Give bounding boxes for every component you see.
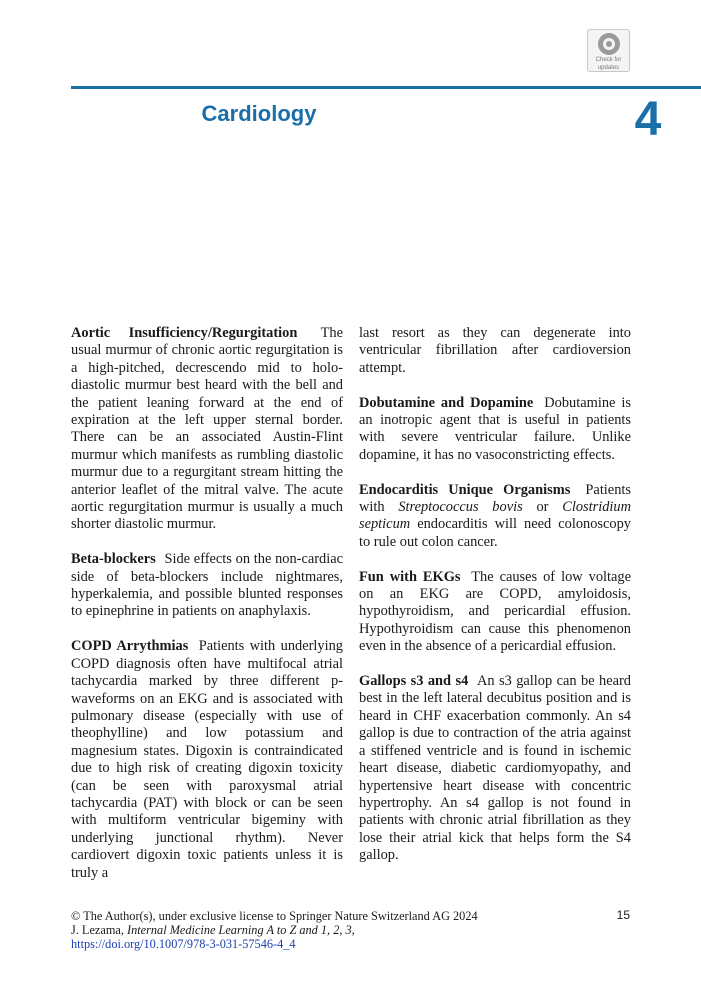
entry-title: Beta-blockers bbox=[71, 551, 156, 568]
entry-endocarditis bbox=[359, 482, 631, 552]
left-column bbox=[71, 325, 343, 899]
check-for-updates-icon bbox=[598, 33, 620, 55]
chapter-rule bbox=[71, 86, 701, 89]
organism-name: Clostridium septicum bbox=[359, 499, 631, 533]
badge-label-2: updates bbox=[597, 65, 620, 71]
entry-body: The causes of low voltage on an EKG are COPD, amyloidosis, hypothyroidism, and pericardial effusion. Hypothyroidism can cause this phenomenon even in the absence of a pericardial effusion. bbox=[359, 568, 631, 655]
entry-body: Patients with underlying COPD diagnosis often have multifocal atrial tachycardia marked by three different p-waveforms on an EKG and is associated with pulmonary disease (especially with use of theophylline) and low potassium and magnesium states. Digoxin is contraindicated due to high risk of creating digoxin toxicity (can be seen with paroxysmal atrial tachycardia (PAT) with block or can be seen with multiform ventricular bigeminy with underlying junctional rhythm). Never cardiovert digoxin toxic patients unless it is truly a bbox=[71, 638, 343, 881]
entry-title: COPD Arrythmias bbox=[71, 638, 189, 655]
entry-body-part: endocarditis will need colonoscopy to rule out colon cancer. bbox=[359, 516, 631, 550]
citation-author: J. Lezama, bbox=[71, 923, 124, 937]
right-column bbox=[359, 325, 631, 882]
entry-title: Endocarditis Unique Organisms bbox=[359, 481, 571, 498]
entry-body-part: Patients with bbox=[359, 481, 631, 516]
entry-copd-arrythmias bbox=[71, 638, 343, 882]
citation-suffix: , bbox=[351, 923, 355, 937]
copyright-notice: © The Author(s), under exclusive license to Springer Nature Switzerland AG 2024 bbox=[71, 909, 478, 923]
doi-link[interactable]: https://doi.org/10.1007/978-3-031-57546-4_4 bbox=[71, 937, 296, 951]
entry-dobutamine-dopamine bbox=[359, 395, 631, 465]
entry-body: Side effects on the non-cardiac side of beta-blockers include nightmares, hyperkalemia, and possible blunted responses to epinephrine in patients on anaphylaxis. bbox=[71, 551, 343, 620]
entry-body: last resort as they can degenerate into ventricular fibrillation after cardioversion attempt. bbox=[359, 325, 631, 376]
entry-title: Aortic Insufficiency/Regurgitation bbox=[71, 325, 298, 341]
badge-label-1: Check for bbox=[595, 57, 622, 63]
check-for-updates-badge[interactable] bbox=[587, 29, 630, 72]
entry-aortic-insufficiency bbox=[71, 325, 343, 534]
entry-gallops bbox=[359, 673, 631, 864]
entry-body: The usual murmur of chronic aortic regurgitation is a high-pitched, decrescendo mid to holo-diastolic murmur best heard with the bell and the patient leaning forward at the end of expiration at the left upper sternal border. There can be an associated Austin-Flint murmur which manifests as rumbling diastolic murmur due to a regurgitant stream hitting the anterior leaflet of the mitral valve. The acute aortic regurgitation murmur is usually a much shorter diastolic murmur. bbox=[71, 325, 343, 533]
entry-title: Gallops s3 and s4 bbox=[359, 673, 469, 690]
chapter-title: Cardiology bbox=[201, 101, 317, 126]
organism-name: Streptococcus bovis bbox=[398, 499, 523, 516]
page-number: 15 bbox=[616, 908, 630, 922]
entry-fun-with-ekgs bbox=[359, 569, 631, 656]
entry-title: Dobutamine and Dopamine bbox=[359, 394, 534, 411]
chapter-number: 4 bbox=[634, 93, 662, 146]
citation-line bbox=[71, 923, 355, 937]
entry-body-part: or bbox=[536, 499, 549, 516]
entry-body: Dobutamine is an inotropic agent that is useful in patients with severe ventricular failure. Unlike dopamine, it has no vasoconstricting effects. bbox=[359, 394, 631, 463]
entry-body: An s3 gallop can be heard best in the left lateral decubitus position and is heard in CHF exacerbation commonly. An s4 gallop is due to contraction of the atria against a stiffened ventricle and is found in ischemic heart disease, diabetic cardiomyopathy, and hypertensive heart disease with concentric hypertrophy. An s4 gallop is not found in patients with chronic atrial fibrillation as they lose their atrial kick that helps form the S4 gallop. bbox=[359, 673, 631, 864]
entry-continuation bbox=[359, 325, 631, 377]
entry-title: Fun with EKGs bbox=[359, 568, 461, 585]
entry-beta-blockers bbox=[71, 551, 343, 621]
citation-book-title: Internal Medicine Learning A to Z and 1, 2, 3 bbox=[127, 923, 352, 937]
